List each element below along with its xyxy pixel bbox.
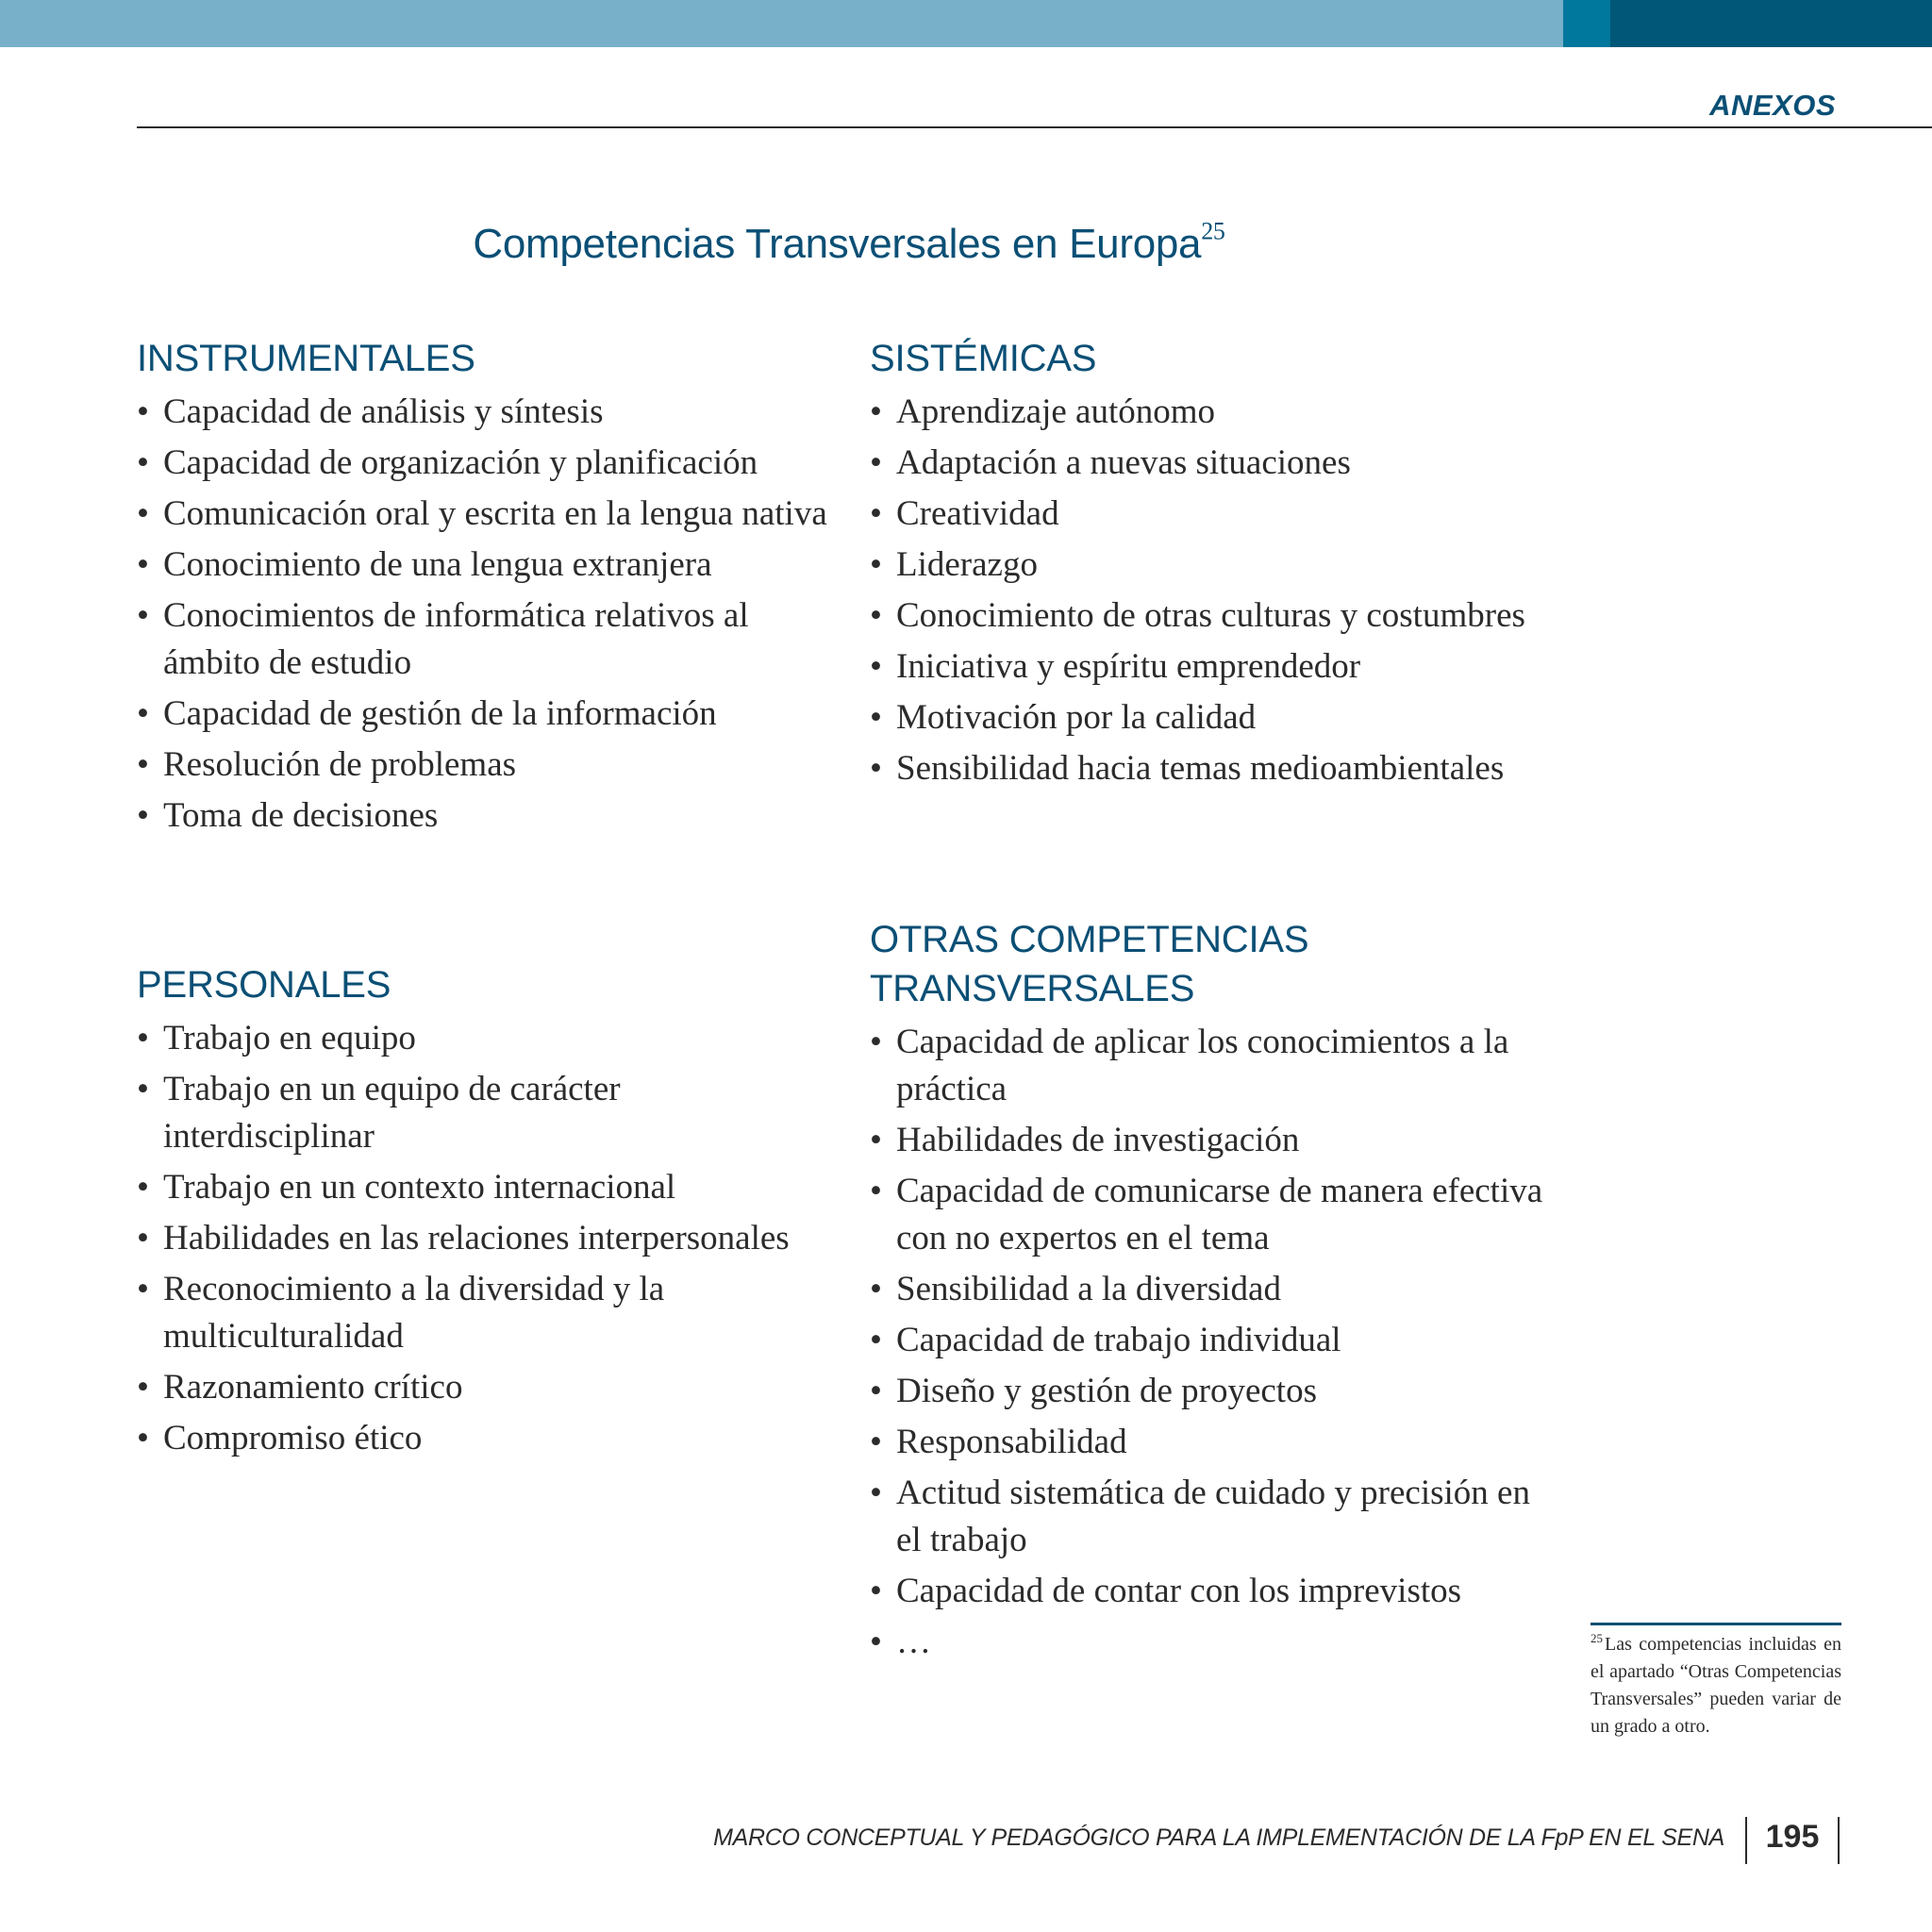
- section-personales: [137, 960, 835, 1466]
- page-title: [0, 217, 1698, 268]
- footer-running-title: MARCO CONCEPTUAL Y PEDAGÓGICO PARA LA IMPLEMENTACIÓN DE LA FpP EN EL SENA: [713, 1824, 1724, 1851]
- competency-item: • Habilidades de investigación: [870, 1117, 1549, 1164]
- competency-item: • Resolución de problemas: [137, 741, 835, 789]
- competency-item: • Conocimiento de otras culturas y costumbres: [870, 592, 1606, 640]
- competency-list: [137, 389, 835, 840]
- competency-item: • Razonamiento crítico: [137, 1364, 835, 1411]
- competency-item: • Capacidad de contar con los imprevistos: [870, 1568, 1549, 1615]
- top-color-bar-dark: [1610, 0, 1932, 47]
- competency-item: • Capacidad de gestión de la información: [137, 691, 835, 738]
- section-heading: PERSONALES: [137, 964, 391, 1006]
- footnote: [1591, 1631, 1841, 1740]
- competency-item: • Actitud sistemática de cuidado y precisión en el trabajo: [870, 1470, 1549, 1564]
- section-sistemicas: [870, 334, 1606, 796]
- competency-item: • Capacidad de aplicar los conocimientos a la práctica: [870, 1019, 1549, 1113]
- competency-item: • Capacidad de organización y planificación: [137, 440, 835, 487]
- section-heading: SISTÉMICAS: [870, 338, 1097, 379]
- footnote-rule: [1591, 1623, 1841, 1625]
- footer-divider-right: [1838, 1817, 1840, 1864]
- competency-item: • Reconocimiento a la diversidad y la multiculturalidad: [137, 1266, 835, 1360]
- competency-item: • Habilidades en las relaciones interpersonales: [137, 1215, 835, 1262]
- competency-item: • Liderazgo: [870, 541, 1606, 589]
- header-rule: [137, 126, 1932, 128]
- competency-item: • Trabajo en un contexto internacional: [137, 1164, 835, 1211]
- footnote-text: Las competencias incluidas en el apartado “Otras Competencias Transversales” pueden variar de un grado a otro.: [1591, 1634, 1841, 1737]
- section-otras-competencias: [870, 915, 1549, 1670]
- page-title-text: Competencias Transversales en Europa: [473, 221, 1202, 267]
- section-heading: INSTRUMENTALES: [137, 338, 475, 379]
- competency-item: • Iniciativa y espíritu emprendedor: [870, 643, 1606, 691]
- section-label: ANEXOS: [1709, 89, 1836, 122]
- competency-item: • Diseño y gestión de proyectos: [870, 1368, 1549, 1415]
- competency-item: • Sensibilidad a la diversidad: [870, 1266, 1549, 1313]
- competency-item: • Trabajo en un equipo de carácter interdisciplinar: [137, 1066, 835, 1160]
- competency-item: • Responsabilidad: [870, 1419, 1549, 1466]
- competency-item: • Conocimiento de una lengua extranjera: [137, 541, 835, 589]
- competency-list: [137, 1015, 835, 1462]
- section-heading: OTRAS COMPETENCIAS TRANSVERSALES: [870, 919, 1309, 1009]
- competency-item: • Capacidad de comunicarse de manera efectiva con no expertos en el tema: [870, 1168, 1549, 1262]
- competency-item: • Creatividad: [870, 491, 1606, 538]
- competency-item: • Comunicación oral y escrita en la lengua nativa: [137, 491, 835, 538]
- competency-item: • Conocimientos de informática relativos al ámbito de estudio: [137, 592, 835, 687]
- competency-item: • Capacidad de análisis y síntesis: [137, 389, 835, 436]
- page-number: 195: [1765, 1819, 1820, 1855]
- competency-item: • Aprendizaje autónomo: [870, 389, 1606, 436]
- competency-item: • Capacidad de trabajo individual: [870, 1317, 1549, 1364]
- competency-item: • Motivación por la calidad: [870, 694, 1606, 741]
- competency-item: • Trabajo en equipo: [137, 1015, 835, 1062]
- top-color-bar-accent: [1563, 0, 1610, 47]
- competency-item: • Compromiso ético: [137, 1415, 835, 1462]
- competency-item: • Adaptación a nuevas situaciones: [870, 440, 1606, 487]
- competency-list: [870, 1019, 1549, 1666]
- section-instrumentales: [137, 334, 835, 843]
- footnote-number: 25: [1591, 1631, 1603, 1646]
- competency-item: • …: [870, 1619, 1549, 1666]
- title-footnote-ref: 25: [1201, 217, 1225, 245]
- competency-item: • Toma de decisiones: [137, 792, 835, 840]
- competency-list: [870, 389, 1606, 792]
- competency-item: • Sensibilidad hacia temas medioambientales: [870, 745, 1606, 792]
